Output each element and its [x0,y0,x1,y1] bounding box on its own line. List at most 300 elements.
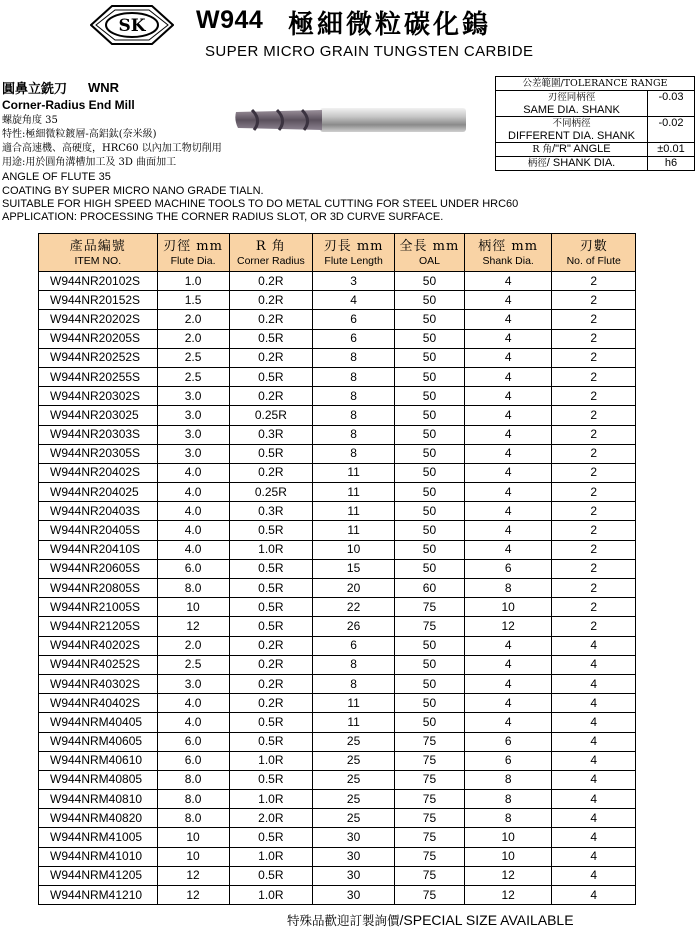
cell-flute-length: 25 [313,790,395,809]
cell-item-no: W944NRM41210 [39,886,158,905]
info-line: 螺旋角度 35 [2,115,58,126]
cell-shank-dia: 8 [464,809,552,828]
cell-flute-dia: 1.0 [157,272,229,291]
cell-oal: 50 [394,655,464,674]
cell-oal: 50 [394,713,464,732]
cell-oal: 50 [394,291,464,310]
cell-shank-dia: 8 [464,770,552,789]
cell-flute-dia: 4.0 [157,483,229,502]
cell-item-no: W944NR20152S [39,291,158,310]
cell-corner-radius: 0.2R [229,655,313,674]
cell-oal: 75 [394,866,464,885]
cell-flute-dia: 10 [157,598,229,617]
cell-flute-dia: 4.0 [157,521,229,540]
cell-flute-length: 4 [313,291,395,310]
cell-corner-radius: 0.3R [229,425,313,444]
cell-flute-length: 30 [313,866,395,885]
cell-item-no: W944NR40302S [39,674,158,693]
cell-flute-count: 4 [552,809,636,828]
cell-oal: 75 [394,770,464,789]
cell-corner-radius: 1.0R [229,751,313,770]
cell-oal: 75 [394,751,464,770]
table-row [39,540,636,559]
cell-flute-count: 2 [552,617,636,636]
cell-oal: 50 [394,636,464,655]
cell-corner-radius: 0.5R [229,444,313,463]
cell-flute-length: 10 [313,540,395,559]
cell-flute-count: 2 [552,425,636,444]
cell-shank-dia: 4 [464,502,552,521]
table-row [39,502,636,521]
cell-flute-dia: 3.0 [157,674,229,693]
cell-flute-length: 11 [313,713,395,732]
cell-flute-length: 25 [313,751,395,770]
cell-flute-count: 2 [552,406,636,425]
cell-flute-length: 8 [313,406,395,425]
cell-flute-count: 4 [552,732,636,751]
cell-corner-radius: 0.2R [229,348,313,367]
cell-flute-count: 4 [552,636,636,655]
info-line: SUITABLE FOR HIGH SPEED MACHINE TOOLS TO DO METAL CUTTING FOR STEEL UNDER HRC60 [2,198,519,210]
cell-flute-dia: 8.0 [157,790,229,809]
footer-english: /SPECIAL SIZE AVAILABLE [399,912,574,928]
cell-flute-length: 11 [313,694,395,713]
tolerance-label: 刃徑同柄徑 SAME DIA. SHANK [496,91,648,117]
cell-item-no: W944NR21205S [39,617,158,636]
table-row [39,617,636,636]
table-row [39,559,636,578]
cell-shank-dia: 6 [464,751,552,770]
cell-flute-length: 25 [313,732,395,751]
cell-flute-length: 8 [313,674,395,693]
cell-shank-dia: 4 [464,425,552,444]
cell-shank-dia: 4 [464,521,552,540]
cell-flute-length: 25 [313,809,395,828]
cell-oal: 50 [394,694,464,713]
cell-flute-count: 2 [552,291,636,310]
cell-flute-count: 2 [552,272,636,291]
cell-flute-dia: 6.0 [157,732,229,751]
cell-flute-length: 15 [313,559,395,578]
tolerance-value: -0.03 [648,91,695,117]
cell-shank-dia: 4 [464,406,552,425]
cell-oal: 50 [394,425,464,444]
cell-flute-length: 30 [313,847,395,866]
cell-flute-dia: 4.0 [157,540,229,559]
cell-flute-length: 8 [313,425,395,444]
cell-corner-radius: 0.25R [229,406,313,425]
cell-flute-dia: 2.5 [157,348,229,367]
cell-shank-dia: 6 [464,732,552,751]
table-row [39,770,636,789]
tolerance-value: -0.02 [648,117,695,143]
cell-corner-radius: 0.5R [229,521,313,540]
special-size-note [287,911,574,929]
column-header-corner-radius: R 角 Corner Radius [229,234,313,272]
cell-shank-dia: 4 [464,291,552,310]
cell-flute-dia: 12 [157,886,229,905]
cell-shank-dia: 12 [464,866,552,885]
cell-flute-count: 4 [552,655,636,674]
table-row [39,310,636,329]
cell-flute-dia: 12 [157,617,229,636]
cell-item-no: W944NR20402S [39,463,158,482]
cell-flute-count: 2 [552,463,636,482]
cell-flute-dia: 8.0 [157,770,229,789]
table-row [39,329,636,348]
cell-flute-dia: 2.5 [157,655,229,674]
cell-flute-length: 8 [313,348,395,367]
cell-flute-length: 11 [313,483,395,502]
cell-flute-count: 2 [552,540,636,559]
cell-shank-dia: 4 [464,540,552,559]
product-name-chinese: 圓鼻立銑刀 [2,82,68,97]
logo-text: SK [118,16,146,36]
cell-corner-radius: 0.2R [229,463,313,482]
cell-flute-length: 11 [313,521,395,540]
cell-corner-radius: 1.0R [229,847,313,866]
cell-oal: 75 [394,809,464,828]
cell-corner-radius: 0.5R [229,770,313,789]
cell-item-no: W944NRM40805 [39,770,158,789]
cell-corner-radius: 0.5R [229,617,313,636]
cell-corner-radius: 0.5R [229,828,313,847]
cell-corner-radius: 0.2R [229,291,313,310]
cell-shank-dia: 8 [464,790,552,809]
cell-oal: 50 [394,329,464,348]
cell-corner-radius: 1.0R [229,790,313,809]
tolerance-value: h6 [648,157,695,171]
cell-flute-dia: 3.0 [157,406,229,425]
cell-item-no: W944NR20205S [39,329,158,348]
cell-oal: 75 [394,847,464,866]
table-row [39,367,636,386]
cell-flute-dia: 4.0 [157,713,229,732]
cell-flute-length: 11 [313,463,395,482]
cell-oal: 75 [394,886,464,905]
cell-oal: 60 [394,579,464,598]
end-mill-icon [232,98,468,138]
cell-flute-count: 2 [552,521,636,540]
cell-oal: 50 [394,463,464,482]
table-row [39,732,636,751]
cell-flute-dia: 6.0 [157,559,229,578]
cell-flute-length: 20 [313,579,395,598]
cell-item-no: W944NR20410S [39,540,158,559]
cell-shank-dia: 4 [464,310,552,329]
cell-flute-length: 11 [313,502,395,521]
cell-corner-radius: 0.5R [229,367,313,386]
cell-item-no: W944NR20252S [39,348,158,367]
cell-flute-length: 8 [313,655,395,674]
cell-flute-length: 8 [313,387,395,406]
cell-oal: 50 [394,674,464,693]
cell-corner-radius: 1.0R [229,540,313,559]
cell-flute-length: 22 [313,598,395,617]
cell-item-no: W944NRM41005 [39,828,158,847]
table-row [39,272,636,291]
cell-corner-radius: 0.5R [229,579,313,598]
cell-flute-count: 4 [552,790,636,809]
cell-flute-length: 30 [313,886,395,905]
table-row [39,713,636,732]
cell-oal: 50 [394,272,464,291]
cell-oal: 50 [394,540,464,559]
table-row [39,674,636,693]
cell-oal: 50 [394,348,464,367]
cell-shank-dia: 4 [464,387,552,406]
table-row [39,809,636,828]
cell-oal: 50 [394,521,464,540]
cell-item-no: W944NRM40820 [39,809,158,828]
info-line: 用途:用於圓角溝槽加工及 3D 曲面加工 [2,157,177,168]
cell-flute-count: 2 [552,329,636,348]
table-row [39,483,636,502]
sk-logo [90,5,174,45]
cell-flute-dia: 3.0 [157,425,229,444]
cell-corner-radius: 0.5R [229,866,313,885]
info-line: APPLICATION: PROCESSING THE CORNER RADIUS SLOT, OR 3D CURVE SURFACE. [2,211,444,223]
cell-flute-dia: 3.0 [157,444,229,463]
cell-flute-length: 6 [313,310,395,329]
info-line: COATING BY SUPER MICRO NANO GRADE TIALN. [2,185,264,197]
cell-flute-length: 3 [313,272,395,291]
cell-corner-radius: 0.5R [229,329,313,348]
cell-corner-radius: 0.2R [229,674,313,693]
cell-shank-dia: 6 [464,559,552,578]
table-row [39,579,636,598]
tolerance-label: 柄徑/ SHANK DIA. [496,157,648,171]
cell-corner-radius: 0.2R [229,310,313,329]
table-row [39,463,636,482]
cell-corner-radius: 0.5R [229,732,313,751]
cell-flute-count: 4 [552,847,636,866]
cell-oal: 75 [394,617,464,636]
column-header-flute-length: 刃長 mm Flute Length [313,234,395,272]
table-row [39,444,636,463]
tolerance-header: 公差範圍/TOLERANCE RANGE [496,77,695,91]
cell-item-no: W944NR20403S [39,502,158,521]
cell-flute-length: 6 [313,329,395,348]
table-row [39,866,636,885]
table-row [39,406,636,425]
cell-item-no: W944NRM41010 [39,847,158,866]
cell-item-no: W944NR21005S [39,598,158,617]
column-header-flute-count: 刃數 No. of Flute [552,234,636,272]
cell-item-no: W944NR204025 [39,483,158,502]
title-chinese: 極細微粒碳化鎢 [288,10,492,40]
info-line: 特性:極細微粒鍍層-高鋁鈦(奈米級) [2,129,157,140]
column-header-item-no: 產品編號 ITEM NO. [39,234,158,272]
cell-item-no: W944NRM40405 [39,713,158,732]
info-line: ANGLE OF FLUTE 35 [2,171,111,183]
cell-item-no: W944NR20805S [39,579,158,598]
cell-shank-dia: 4 [464,367,552,386]
cell-oal: 75 [394,598,464,617]
cell-flute-count: 4 [552,713,636,732]
cell-shank-dia: 4 [464,348,552,367]
table-row [39,291,636,310]
cell-corner-radius: 1.0R [229,886,313,905]
cell-shank-dia: 8 [464,579,552,598]
cell-corner-radius: 0.2R [229,387,313,406]
cell-item-no: W944NR20605S [39,559,158,578]
cell-flute-count: 4 [552,674,636,693]
cell-item-no: W944NR203025 [39,406,158,425]
cell-shank-dia: 4 [464,329,552,348]
cell-flute-length: 8 [313,444,395,463]
cell-corner-radius: 0.25R [229,483,313,502]
column-header-oal: 全長 mm OAL [394,234,464,272]
cell-flute-count: 4 [552,770,636,789]
cell-flute-count: 2 [552,579,636,598]
cell-item-no: W944NRM40610 [39,751,158,770]
cell-item-no: W944NR40402S [39,694,158,713]
cell-oal: 50 [394,310,464,329]
cell-item-no: W944NRM41205 [39,866,158,885]
cell-oal: 75 [394,828,464,847]
cell-oal: 50 [394,483,464,502]
table-header-row [39,234,636,272]
cell-flute-count: 4 [552,828,636,847]
cell-flute-count: 2 [552,502,636,521]
tolerance-label: 不同柄徑 DIFFERENT DIA. SHANK [496,117,648,143]
cell-oal: 50 [394,559,464,578]
table-row [39,751,636,770]
cell-oal: 50 [394,502,464,521]
cell-shank-dia: 4 [464,483,552,502]
table-row [39,387,636,406]
cell-flute-dia: 2.0 [157,636,229,655]
cell-item-no: W944NRM40810 [39,790,158,809]
table-row [39,636,636,655]
cell-shank-dia: 10 [464,828,552,847]
cell-item-no: W944NR20405S [39,521,158,540]
cell-item-no: W944NR20255S [39,367,158,386]
cell-corner-radius: 0.3R [229,502,313,521]
cell-shank-dia: 4 [464,713,552,732]
cell-flute-count: 2 [552,483,636,502]
cell-shank-dia: 4 [464,694,552,713]
cell-item-no: W944NR20303S [39,425,158,444]
cell-corner-radius: 0.5R [229,598,313,617]
cell-flute-count: 2 [552,367,636,386]
table-row [39,598,636,617]
cell-corner-radius: 0.5R [229,713,313,732]
footer-chinese: 特殊品歡迎訂製詢價 [287,913,400,928]
cell-shank-dia: 4 [464,463,552,482]
cell-flute-count: 2 [552,559,636,578]
cell-flute-dia: 2.0 [157,329,229,348]
cell-flute-length: 8 [313,367,395,386]
cell-flute-length: 6 [313,636,395,655]
table-row [39,828,636,847]
cell-flute-dia: 4.0 [157,694,229,713]
cell-flute-dia: 8.0 [157,579,229,598]
model-number: W944 [196,6,264,34]
cell-oal: 50 [394,444,464,463]
cell-corner-radius: 0.5R [229,559,313,578]
cell-item-no: W944NRM40605 [39,732,158,751]
cell-flute-dia: 3.0 [157,387,229,406]
cell-shank-dia: 10 [464,847,552,866]
cell-flute-dia: 2.0 [157,310,229,329]
cell-oal: 75 [394,790,464,809]
specification-table [38,233,636,905]
cell-flute-dia: 10 [157,847,229,866]
title-english: SUPER MICRO GRAIN TUNGSTEN CARBIDE [205,43,534,60]
cell-item-no: W944NR20202S [39,310,158,329]
cell-flute-count: 4 [552,751,636,770]
cell-flute-dia: 4.0 [157,502,229,521]
sk-diamond-logo-icon [90,5,174,45]
table-row [39,886,636,905]
cell-oal: 50 [394,367,464,386]
tolerance-label: R 角/"R" ANGLE [496,143,648,157]
table-row [39,694,636,713]
cell-corner-radius: 0.2R [229,272,313,291]
cell-flute-count: 2 [552,348,636,367]
info-line: 適合高速機、高硬度，HRC60 以內加工物切削用 [2,143,222,154]
cell-flute-count: 2 [552,444,636,463]
end-mill-image [232,98,468,138]
cell-flute-count: 4 [552,866,636,885]
column-header-flute-dia: 刃徑 mm Flute Dia. [157,234,229,272]
cell-shank-dia: 12 [464,886,552,905]
column-header-shank-dia: 柄徑 mm Shank Dia. [464,234,552,272]
cell-oal: 50 [394,387,464,406]
cell-oal: 75 [394,732,464,751]
cell-flute-dia: 10 [157,828,229,847]
cell-item-no: W944NR20102S [39,272,158,291]
cell-shank-dia: 4 [464,674,552,693]
table-row [39,348,636,367]
cell-flute-dia: 1.5 [157,291,229,310]
cell-corner-radius: 0.2R [229,636,313,655]
table-row [39,655,636,674]
cell-flute-count: 2 [552,598,636,617]
cell-flute-length: 30 [313,828,395,847]
tolerance-value: ±0.01 [648,143,695,157]
cell-oal: 50 [394,406,464,425]
cell-flute-count: 4 [552,886,636,905]
cell-flute-dia: 6.0 [157,751,229,770]
product-name-english: Corner-Radius End Mill [2,98,135,112]
cell-shank-dia: 4 [464,636,552,655]
cell-corner-radius: 0.2R [229,694,313,713]
cell-shank-dia: 10 [464,598,552,617]
table-row [39,521,636,540]
cell-flute-dia: 12 [157,866,229,885]
cell-shank-dia: 4 [464,444,552,463]
cell-shank-dia: 12 [464,617,552,636]
cell-item-no: W944NR40202S [39,636,158,655]
product-code: WNR [88,80,120,95]
cell-flute-dia: 2.5 [157,367,229,386]
cell-item-no: W944NR40252S [39,655,158,674]
table-row [39,790,636,809]
cell-flute-count: 4 [552,694,636,713]
cell-item-no: W944NR20302S [39,387,158,406]
cell-shank-dia: 4 [464,655,552,674]
cell-flute-dia: 8.0 [157,809,229,828]
table-row [39,425,636,444]
table-row [39,847,636,866]
tolerance-table [495,76,695,171]
cell-flute-length: 26 [313,617,395,636]
cell-flute-dia: 4.0 [157,463,229,482]
cell-flute-count: 2 [552,387,636,406]
